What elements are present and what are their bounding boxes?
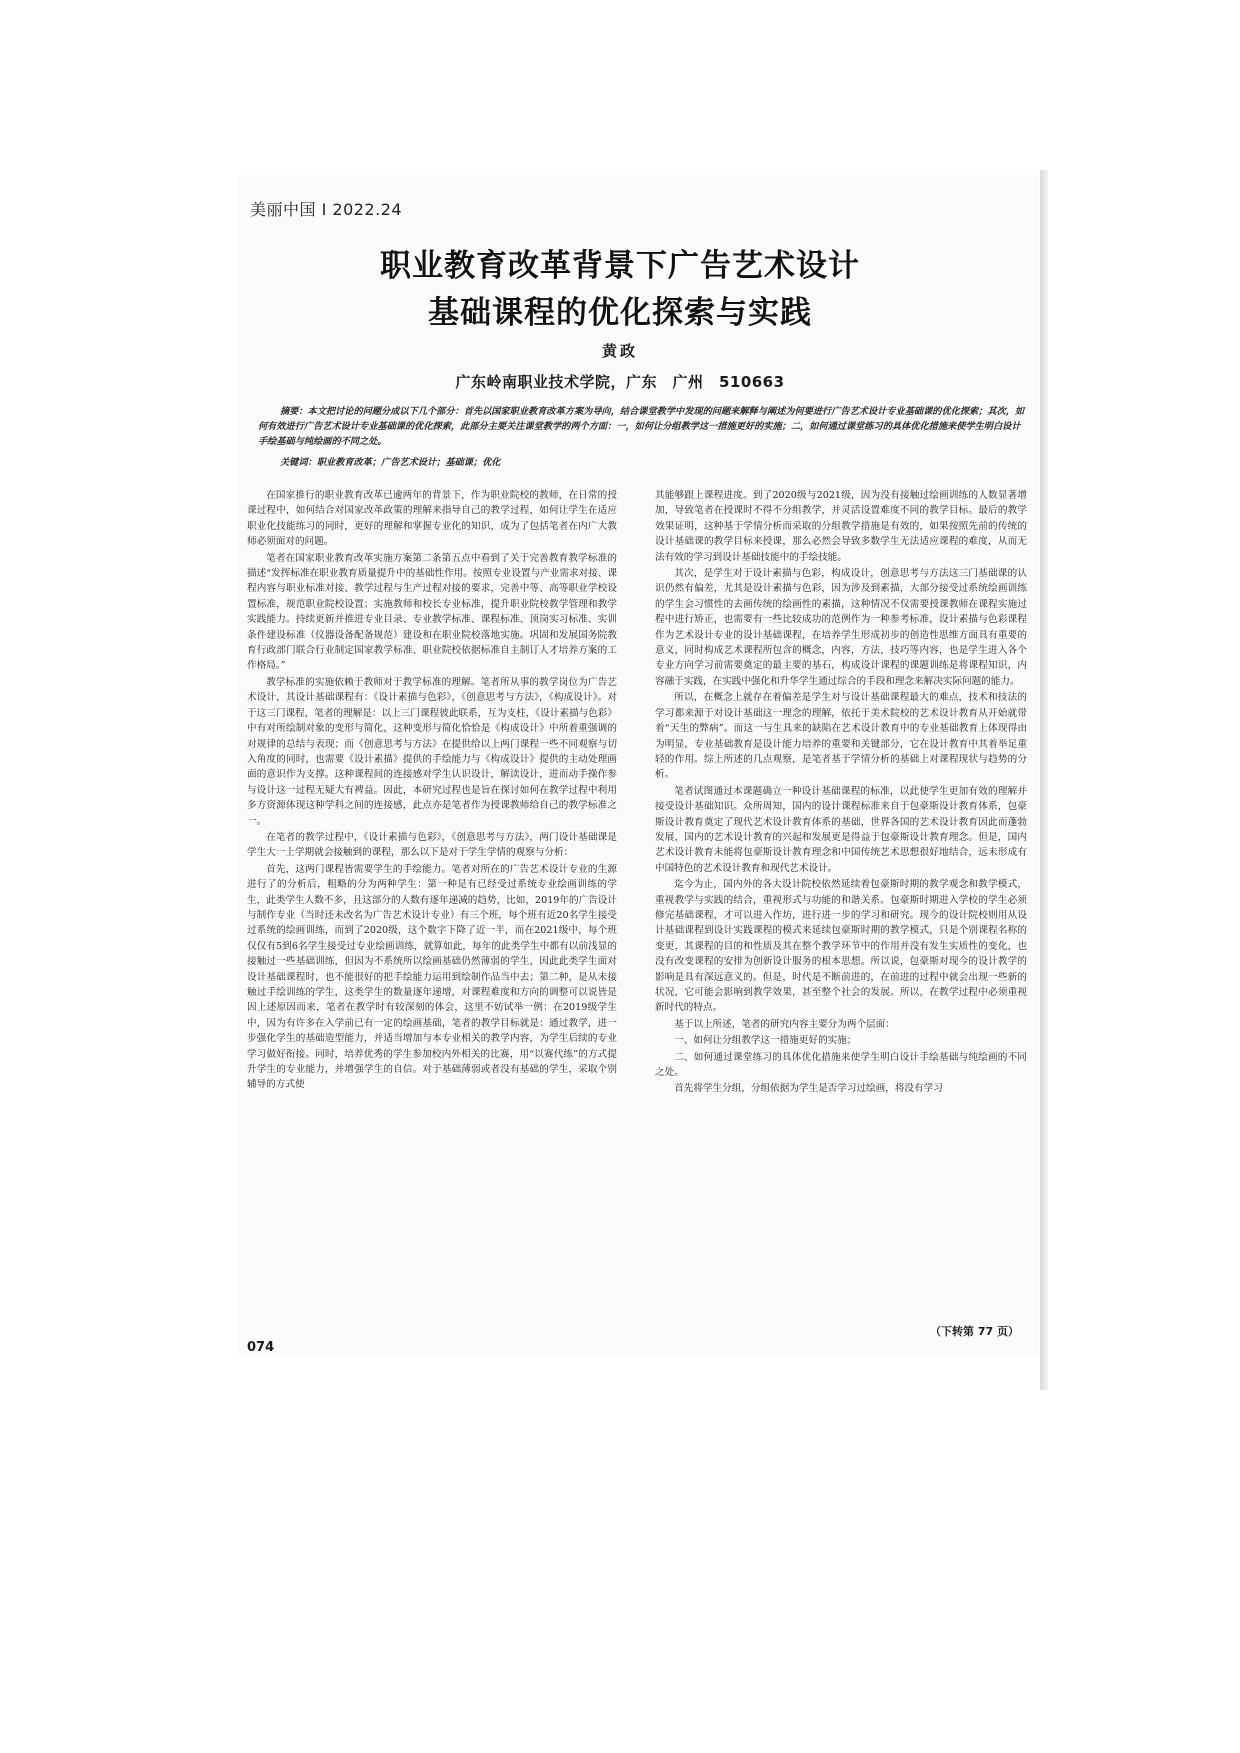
paragraph: 其能够跟上课程进度。到了2020级与2021级，因为没有接触过绘画训练的人数显著增加，导致笔者在授课时不得不分组教学，并灵活设置难度不同的教学目标。最后的教学效果证明，这种基于学情分析而采取的分组教学措施是有效的，如果按照先前的传统的设计基础课的教学目标来授课，那么必然会导致多数学生无法适应课程的难度，从而无法有效的学习到设计基础技能中的手绘技能。 [655,490,1027,563]
journal-header: 美丽中国 I 2022.24 [250,200,403,219]
paragraph: 首先将学生分组，分组依据为学生是否学习过绘画，将没有学习 [674,1083,943,1095]
paragraph: 迄今为止，国内外的各大设计院校依然延续着包豪斯时期的教学观念和教学模式，重视教学与实践的结合，重视形式与功能的和谐关系。包豪斯时期进入学校的学生必须修完基础课程，才可以进入作坊，进行进一步的学习和研究。现今的设计院校则用从设计基础课程到设计实践课程的模式来延续包豪斯时期的教学模式，只是个别课程名称的变更，其课程的目的和性质及其在整个教学环节中的作用并没有发生实质性的变化，也没有改变课程的安排为创新设计服务的根本思想。所以说，包豪斯对现今的设计教学的影响是具有深远意义的。但是，时代是不断前进的，在前进的过程中就会出现一些新的状况，它可能会影响到教学效果，甚至整个社会的发展。所以，在教学过程中必须重视新时代的特点。 [655,879,1027,1014]
article-title-line-1: 职业教育改革背景下广告艺术设计 [380,248,860,284]
author-affiliation: 广东岭南职业技术学院，广东 广州 510663 [455,373,785,391]
paragraph: 所以，在概念上就存在着偏差是学生对与设计基础课程最大的难点，技术和技法的学习都来源于对设计基础这一理念的理解，依托于美术院校的艺术设计教育从开始就带着“天生的弊病”。而这一与生具来的缺陷在艺术设计教育中的专业基础教育上体现得由为明显，专业基础教育是设计能力培养的重要和关键部分，它在设计教育中其着举足重轻的作用。综上所述的几点观察，是笔者基于学情分析的基础上对课程现状与趋势的分析。 [655,692,1027,781]
page-edge-shadow [1040,170,1048,1390]
continued-note: （下转第 77 页） [930,1325,1019,1338]
paragraph: 首先，这两门课程皆需要学生的手绘能力。笔者对所在的广告艺术设计专业的生源进行了的分析后，粗略的分为两种学生：第一种是有已经受过系统专业绘画训练的学生，此类学生人数不多，且这部分的人数有逐年递减的趋势，比如，2019年的广告设计与制作专业（当时还未改名为广告艺术设计专业）有三个班，每个班有近20名学生接受过系统的绘画训练，而到了2020级，这个数字下降了近一半，而在2021级中，每个班仅仅有5到6名学生接受过专业绘画训练，就算如此，每年的此类学生中都有以前浅显的接触过一些基础训练，但因为不系统所以绘画基础仍然薄弱的学生，因此此类学生面对设计基础课程时，也不能很好的把手绘能力运用到绘制作品当中去；第二种，是从未接触过手绘训练的学生，这类学生的数量逐年递增，对课程难度和方向的调整可以说皆是因上述原因而来，笔者在教学时有较深刻的体会，这里不妨试举一例：在2019级学生中，因为有许多在入学前已有一定的绘画基础，笔者的教学目标就是：通过教学，进一步强化学生的基础造型能力，并适当增加与本专业相关的教学内容，为学生后续的专业学习做好衔接。同时，培养优秀的学生参加校内外相关的比赛，用“以赛代练”的方式提升学生的专业能力，并增强学生的自信。对于基础薄弱或者没有基础的学生，采取个别辅导的方式使 [247,863,617,1091]
author-name: 黄政 [601,342,638,360]
abstract: 摘要：本文把讨论的问题分成以下几个部分：首先以国家职业教育改革方案为导向，结合课堂教学中发现的问题来解释与阐述为何要进行广告艺术设计专业基础课的优化探索；其次，如何有效进行广告艺术设计专业基础课的优化探索，此部分主要关注课堂教学的两个方面：一，如何让分组教学这一措施更好的实施；二，如何通过课堂练习的具体优化措施来使学生明白设计手绘基础与纯绘画的不同之处。 [258,406,1025,447]
paragraph: 基于以上所述，笔者的研究内容主要分为两个层面： [674,1018,895,1030]
paragraph: 笔者试图通过本课题确立一种设计基础课程的标准，以此使学生更加有效的理解并接受设计基础知识。众所周知，国内的设计课程标准来自于包豪斯设计教育体系，包豪斯设计教育奠定了现代艺术设计教育体系的基础，世界各国的艺术设计教育因此而蓬勃发展，国内的艺术设计教育的兴起和发展更是得益于包豪斯设计教育理念。但是，国内艺术设计教育未能将包豪斯设计教育理念和中国传统艺术思想很好地结合，远未形成有中国特色的艺术设计教育和现代艺术设计。 [655,785,1027,874]
paragraph: 在笔者的教学过程中，《设计素描与色彩》，《创意思考与方法》，两门设计基础课是学生大一上学期就会接触到的课程，那么以下是对于学生学情的观察与分析： [247,831,617,859]
list-item: 二、如何通过课堂练习的具体优化措施来使学生明白设计手绘基础与纯绘画的不同之处。 [655,1051,1027,1079]
paragraph: 笔者在国家职业教育改革实施方案第二条第五点中看到了关于完善教育教学标准的描述“发挥标准在职业教育质量提升中的基础性作用。按照专业设置与产业需求对接、课程内容与职业标准对接、教学过程与生产过程对接的要求，完善中等、高等职业学校设置标准，规范职业院校设置；实施教师和校长专业标准，提升职业院校教学管理和教学实践能力。持续更新并推进专业目录、专业教学标准、课程标准、顶岗实习标准、实训条件建设标准（仪器设备配备规范）建设和在职业院校落地实施。巩固和发展国务院教育行政部门联合行业制定国家教学标准、职业院校依据标准自主制订人才培养方案的工作格局。” [247,552,617,672]
paragraph: 教学标准的实施依赖于教师对于教学标准的理解。笔者所从事的教学岗位为广告艺术设计，其设计基础课程有：《设计素描与色彩》，《创意思考与方法》，《构成设计》。对于这三门课程，笔者的理解是：以上三门课程彼此联系，互为支柱，《设计素描与色彩》中有对所绘制对象的变形与简化，这种变形与简化恰恰是《构成设计》中所着重强调的对规律的总结与表现；而《创意思考与方法》在提供给以上两门课程一些不同观察与切入角度的同时，也需要《设计素描》提供的手绘能力与《构成设计》提供的主动处理画面的意识作为支撑。这种课程间的连接感对学生认识设计，解读设计，进而动手操作参与设计这一过程无疑大有裨益。因此，本研究过程也是旨在探讨如何在教学过程中利用多方资源体现这种学科之间的连接感，此点亦是笔者作为授课教师给自己的教学标准之一。 [247,676,617,827]
page-number: 074 [247,1340,275,1355]
paragraph: 在国家推行的职业教育改革已逾两年的背景下，作为职业院校的教师，在日常的授课过程中，如何结合对国家改革政策的理解来指导自己的教学过程，如何让学生在适应职业化技能练习的同时，更好的理解和掌握专业化的知识，成为了包括笔者在内广大教师必须面对的问题。 [247,490,617,548]
article-title-line-2: 基础课程的优化探索与实践 [428,295,812,331]
left-column [247,488,617,1094]
list-item: 一、如何让分组教学这一措施更好的实施； [674,1035,857,1047]
paragraph: 其次，是学生对于设计素描与色彩，构成设计，创意思考与方法这三门基础课的认识仍然有偏差，尤其是设计素描与色彩，因为涉及到素描，大部分接受过系统绘画训练的学生会习惯性的去画传统的绘画性的素描，这种情况不仅需要授课教师在课程实施过程中进行矫正，也需要有一些比较成功的范例作为一种参考标准，设计素描与色彩课程作为艺术设计专业的设计基础课程，在培养学生形成初步的创造性思维方面具有重要的意义，同时构成艺术课程所包含的概念，内容，方法，技巧等内容，也是学生进入各个专业方向学习前需要奠定的最主要的基石，构成设计课程的课题训练是将课程知识，内容融于实践，在实践中强化和升华学生通过综合的手段和理念来解决实际问题的能力。 [655,568,1027,687]
right-column [655,488,1027,1098]
keywords: 关键词：职业教育改革；广告艺术设计；基础课；优化 [280,457,501,468]
